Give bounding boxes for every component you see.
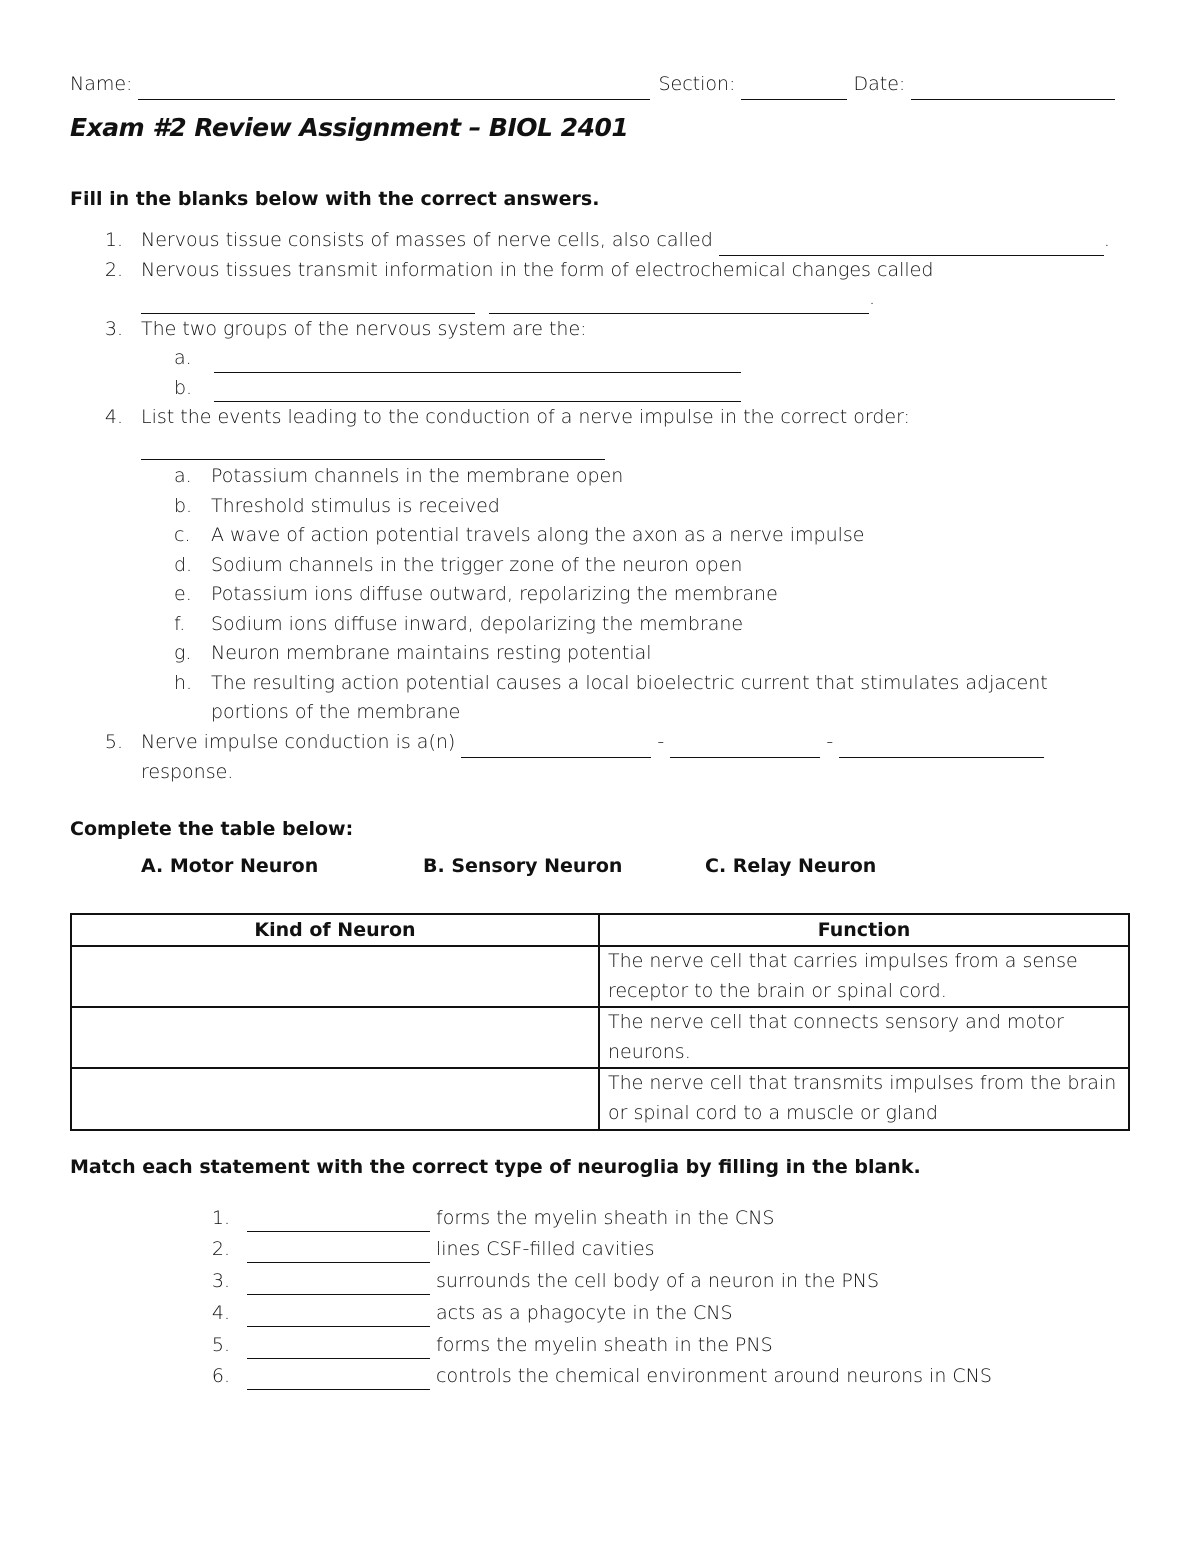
option-motor-neuron: A. Motor Neuron <box>141 855 319 877</box>
question-number: 3. <box>104 318 123 340</box>
answer-blank[interactable] <box>461 739 651 758</box>
option-sensory-neuron: B. Sensory Neuron <box>423 855 623 877</box>
function-cell <box>599 946 1129 1007</box>
part2-instruction: Complete the table below: <box>70 818 354 840</box>
function-text: The nerve cell that transmits impulses from the brain <box>607 1072 1117 1095</box>
kind-cell[interactable] <box>71 1007 599 1068</box>
list-letter: a. <box>174 465 192 487</box>
item-text: forms the myelin sheath in the PNS <box>436 1334 773 1356</box>
function-text: neurons. <box>607 1040 691 1063</box>
list-letter: d. <box>174 554 193 576</box>
function-cell <box>599 1068 1129 1129</box>
list-item: Sodium ions diffuse inward, depolarizing the membrane <box>211 613 744 635</box>
question-text: Nervous tissues transmit information in the form of electrochemical changes called <box>141 259 934 281</box>
item-text: acts as a phagocyte in the CNS <box>436 1302 733 1324</box>
answer-blank[interactable] <box>247 1276 430 1295</box>
table-row <box>71 946 1129 1007</box>
function-text: or spinal cord to a muscle or gland <box>607 1101 938 1124</box>
item-number: 1. <box>211 1207 230 1229</box>
table-row <box>71 1068 1129 1129</box>
list-letter: e. <box>174 583 192 605</box>
answer-blank[interactable] <box>141 441 605 460</box>
function-cell <box>599 1007 1129 1068</box>
column-header-kind: Kind of Neuron <box>71 914 599 946</box>
kind-cell[interactable] <box>71 946 599 1007</box>
name-label: Name: <box>70 73 133 95</box>
neuron-table <box>70 913 1130 1131</box>
function-text: The nerve cell that connects sensory and motor <box>607 1011 1064 1034</box>
dash: - <box>657 731 665 753</box>
list-item: Potassium channels in the membrane open <box>211 465 624 487</box>
list-item: Sodium channels in the trigger zone of the neuron open <box>211 554 743 576</box>
dash: - <box>826 731 834 753</box>
table-header-row <box>71 914 1129 946</box>
answer-blank[interactable] <box>141 295 475 314</box>
question-text: Nerve impulse conduction is a(n) <box>141 731 456 753</box>
sub-letter: a. <box>174 347 192 369</box>
list-letter: f. <box>174 613 186 635</box>
list-item: Threshold stimulus is received <box>211 495 500 517</box>
answer-blank[interactable] <box>247 1308 430 1327</box>
date-blank[interactable] <box>911 79 1115 100</box>
answer-blank[interactable] <box>247 1213 430 1232</box>
item-text: lines CSF-filled cavities <box>436 1238 655 1260</box>
question-number: 2. <box>104 259 123 281</box>
item-text: forms the myelin sheath in the CNS <box>436 1207 775 1229</box>
section-blank[interactable] <box>741 79 847 100</box>
question-number: 5. <box>104 731 123 753</box>
date-label: Date: <box>853 73 906 95</box>
header-fields <box>70 70 1128 100</box>
list-item: Neuron membrane maintains resting potential <box>211 642 652 664</box>
list-letter: b. <box>174 495 193 517</box>
page-title: Exam #2 Review Assignment – BIOL 2401 <box>70 113 629 142</box>
function-text: The nerve cell that carries impulses from a sense <box>607 950 1078 972</box>
list-letter: g. <box>174 642 192 664</box>
answer-blank[interactable] <box>670 739 820 758</box>
item-number: 2. <box>211 1238 230 1260</box>
kind-cell[interactable] <box>71 1068 599 1129</box>
item-number: 5. <box>211 1334 230 1356</box>
list-letter: c. <box>174 524 191 546</box>
item-number: 3. <box>211 1270 230 1292</box>
answer-blank[interactable] <box>247 1371 430 1390</box>
item-text: controls the chemical environment around neurons in CNS <box>436 1365 992 1387</box>
answer-blank[interactable] <box>839 739 1044 758</box>
part1-instruction: Fill in the blanks below with the correct answers. <box>70 188 600 210</box>
answer-blank[interactable] <box>719 237 1104 256</box>
table-row <box>71 1007 1129 1068</box>
list-letter: h. <box>174 672 193 694</box>
option-relay-neuron: C. Relay Neuron <box>705 855 877 877</box>
question-number: 4. <box>104 406 123 428</box>
question-text: The two groups of the nervous system are the: <box>141 318 587 340</box>
sub-letter: b. <box>174 377 193 399</box>
answer-blank[interactable] <box>247 1244 430 1263</box>
period: . <box>869 287 876 309</box>
answer-blank-b[interactable] <box>214 383 741 402</box>
question-number: 1. <box>104 229 123 251</box>
part3-instruction: Match each statement with the correct type of neuroglia by filling in the blank. <box>70 1156 921 1178</box>
list-item: A wave of action potential travels along the axon as a nerve impulse <box>211 524 865 546</box>
question-text: Nervous tissue consists of masses of nerve cells, also called <box>141 229 713 251</box>
function-text: receptor to the brain or spinal cord. <box>607 979 947 1002</box>
period: . <box>1103 229 1110 251</box>
list-item-continuation: portions of the membrane <box>211 701 461 723</box>
answer-blank-a[interactable] <box>214 354 741 373</box>
list-item: Potassium ions diffuse outward, repolarizing the membrane <box>211 583 778 605</box>
question-text: List the events leading to the conduction of a nerve impulse in the correct order: <box>141 406 910 428</box>
item-text: surrounds the cell body of a neuron in the PNS <box>436 1270 880 1292</box>
section-label: Section: <box>658 73 736 95</box>
item-number: 6. <box>211 1365 230 1387</box>
column-header-function: Function <box>599 914 1129 946</box>
question-text-end: response. <box>141 761 234 783</box>
neuroglia-list <box>0 1204 1200 1404</box>
list-item: The resulting action potential causes a local bioelectric current that stimulates adjacent <box>211 672 1048 694</box>
name-blank[interactable] <box>138 79 650 100</box>
answer-blank[interactable] <box>247 1340 430 1359</box>
answer-blank[interactable] <box>489 295 869 314</box>
item-number: 4. <box>211 1302 230 1324</box>
